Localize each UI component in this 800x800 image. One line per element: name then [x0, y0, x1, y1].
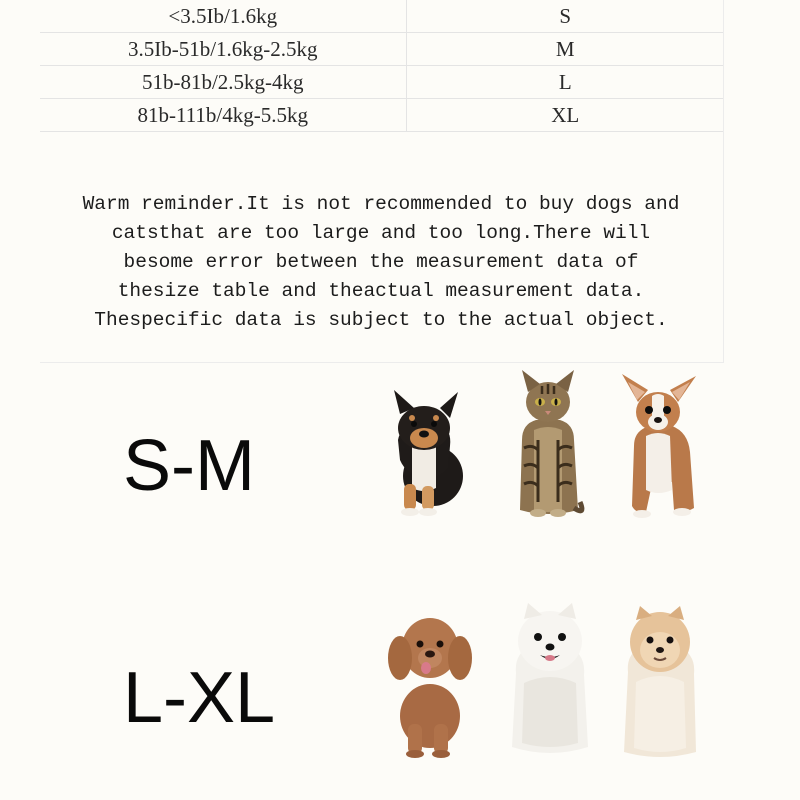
reminder-line: thesize table and theactual measurement data. [117, 280, 645, 302]
warm-reminder-text [30, 190, 732, 335]
size-cell: L [406, 66, 724, 99]
table-row [40, 0, 724, 33]
reminder-line: Thespecific data is subject to the actual object. [94, 309, 668, 331]
size-table [40, 0, 724, 132]
reminder-line: Warm reminder.It is not recommended to buy dogs and [82, 193, 680, 215]
reminder-line: besome error between the measurement data of [123, 251, 639, 273]
section-divider [40, 362, 724, 363]
weight-cell: 3.5Ib-51b/1.6kg-2.5kg [40, 33, 406, 66]
size-cell: XL [406, 99, 724, 132]
reminder-line: catsthat are too large and too long.There will [111, 222, 651, 244]
table-row [40, 66, 724, 99]
tabby-cat-icon [508, 370, 588, 520]
weight-cell: 81b-111b/4kg-5.5kg [40, 99, 406, 132]
brown-poodle-icon [386, 606, 472, 758]
size-group-label-small: S-M [123, 426, 255, 506]
cream-pomeranian-icon [620, 606, 700, 762]
size-cell: M [406, 33, 724, 66]
black-tan-puppy-icon [378, 388, 474, 518]
table-row [40, 33, 724, 66]
table-row [40, 99, 724, 132]
size-group-label-large: L-XL [123, 658, 276, 738]
weight-cell: <3.5Ib/1.6kg [40, 0, 406, 33]
white-pomeranian-icon [506, 603, 592, 757]
weight-cell: 51b-81b/2.5kg-4kg [40, 66, 406, 99]
chihuahua-icon [618, 372, 700, 520]
size-cell: S [406, 0, 724, 33]
